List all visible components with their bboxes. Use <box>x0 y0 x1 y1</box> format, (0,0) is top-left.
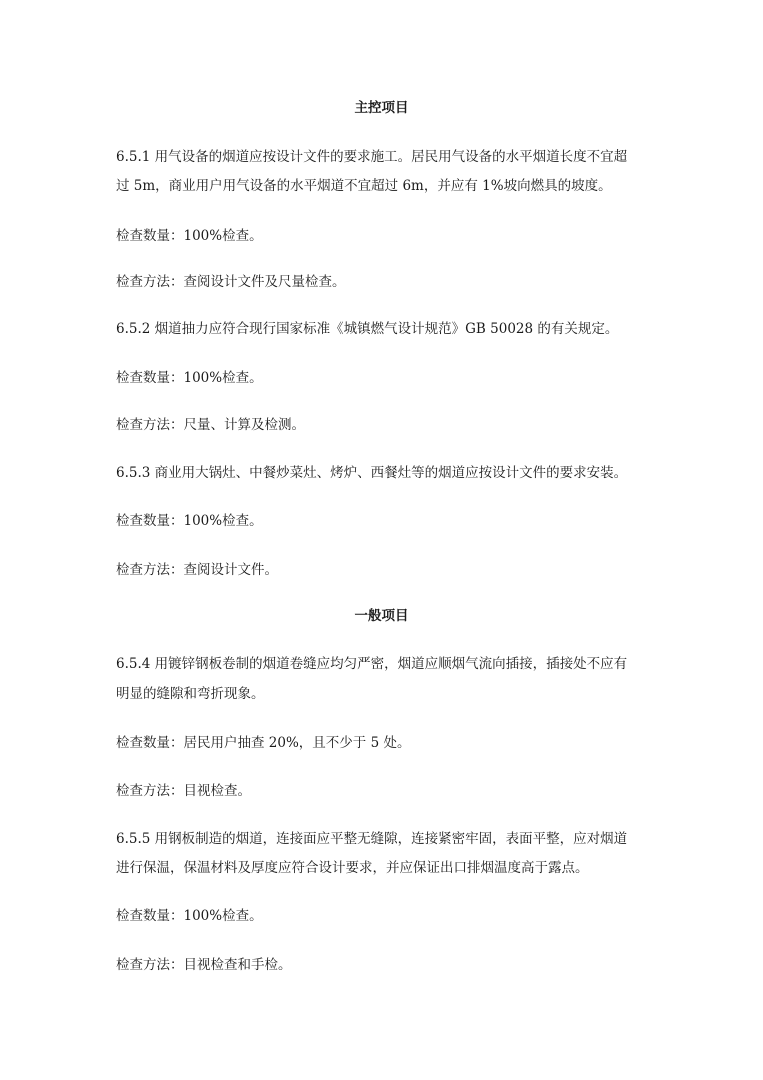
clause-6-5-3-method: 检查方法：查阅设计文件。 <box>116 562 278 578</box>
clause-6-5-2-line-1: 6.5.2 烟道抽力应符合现行国家标准《城镇燃气设计规范》GB 50028 的有关规定。 <box>116 321 619 337</box>
clause-6-5-4-method: 检查方法：目视检查。 <box>116 783 251 799</box>
clause-6-5-5-quantity: 检查数量：100%检查。 <box>116 908 263 924</box>
clause-6-5-3-quantity: 检查数量：100%检查。 <box>116 513 263 529</box>
clause-6-5-4-quantity: 检查数量：居民用户抽查 20%，且不少于 5 处。 <box>116 735 411 751</box>
clause-6-5-1-method: 检查方法：查阅设计文件及尺量检查。 <box>116 274 346 290</box>
clause-6-5-2-method: 检查方法：尺量、计算及检测。 <box>116 417 305 433</box>
clause-6-5-4-line-1: 6.5.4 用镀锌钢板卷制的烟道卷缝应均匀严密，烟道应顺烟气流向插接，插接处不应有 <box>116 656 628 672</box>
clause-6-5-1-line-2: 过 5m，商业用户用气设备的水平烟道不宜超过 6m，并应有 1%坡向燃具的坡度。 <box>116 178 612 194</box>
clause-6-5-3-line-1: 6.5.3 商业用大锅灶、中餐炒菜灶、烤炉、西餐灶等的烟道应按设计文件的要求安装。 <box>116 465 628 481</box>
clause-6-5-2-quantity: 检查数量：100%检查。 <box>116 370 263 386</box>
clause-6-5-5-method: 检查方法：目视检查和手检。 <box>116 957 292 973</box>
section-title-general: 一般项目 <box>354 608 409 624</box>
section-title-main: 主控项目 <box>354 100 409 116</box>
clause-6-5-5-line-2: 进行保温，保温材料及厚度应符合设计要求，并应保证出口排烟温度高于露点。 <box>116 860 589 876</box>
clause-6-5-1-line-1: 6.5.1 用气设备的烟道应按设计文件的要求施工。居民用气设备的水平烟道长度不宜超 <box>116 149 628 165</box>
clause-6-5-5-line-1: 6.5.5 用钢板制造的烟道，连接面应平整无缝隙，连接紧密牢固，表面平整，应对烟道 <box>116 831 628 847</box>
clause-6-5-4-line-2: 明显的缝隙和弯折现象。 <box>116 686 265 702</box>
clause-6-5-1-quantity: 检查数量：100%检查。 <box>116 228 263 244</box>
